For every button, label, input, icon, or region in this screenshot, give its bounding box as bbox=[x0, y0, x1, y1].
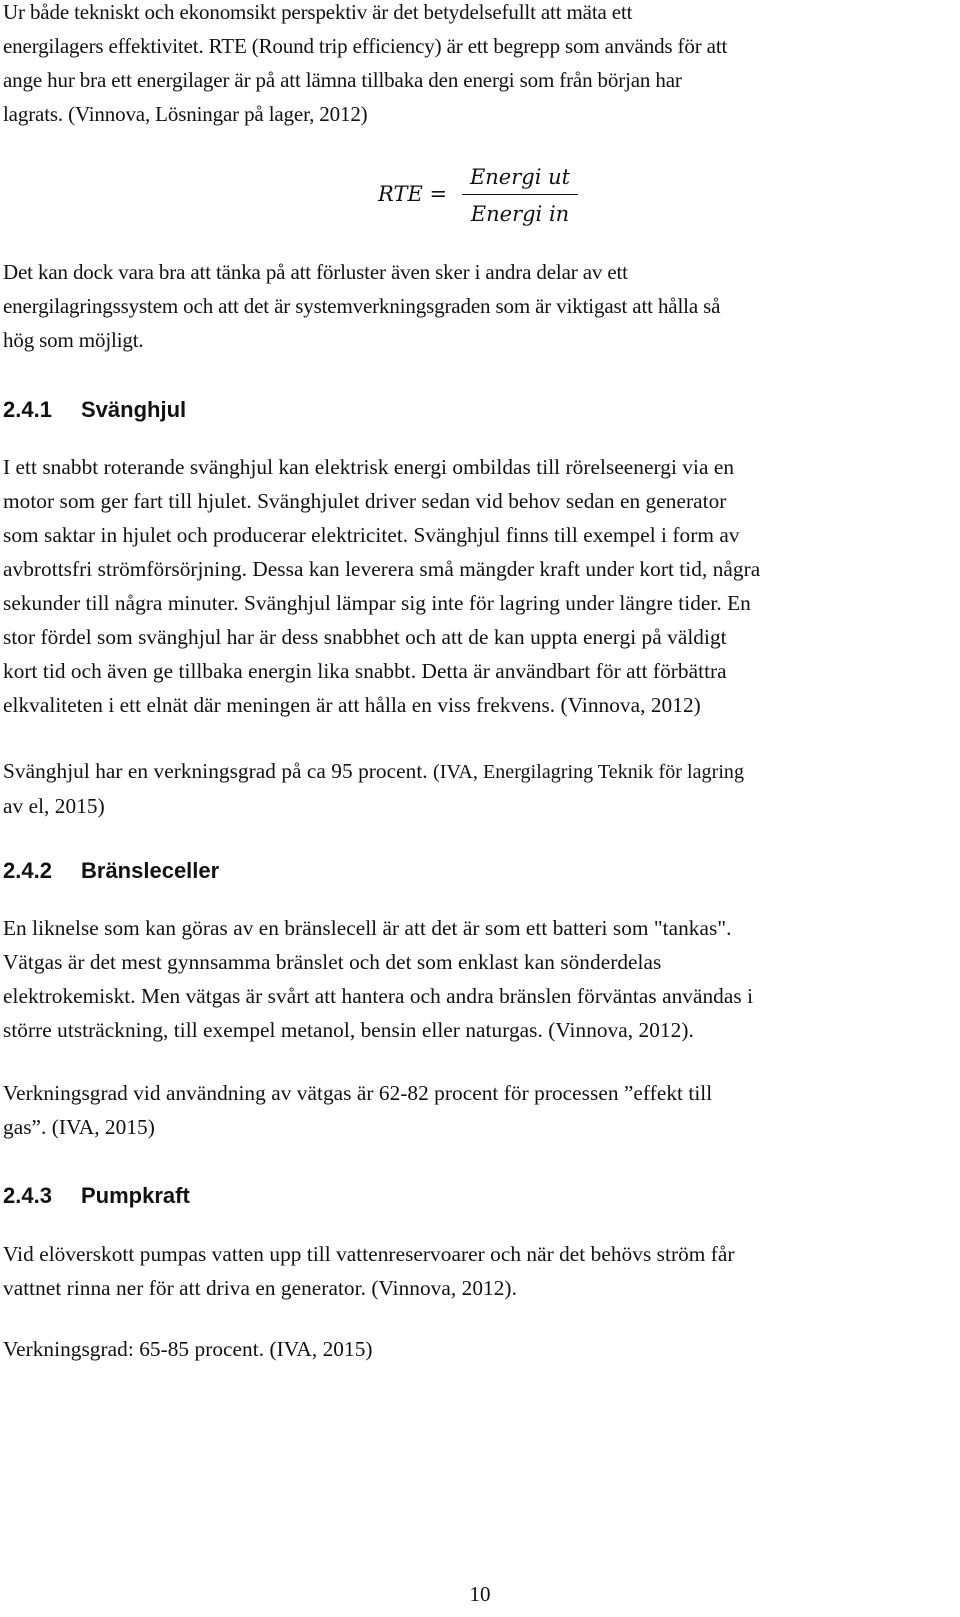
text-line: kort tid och även ge tillbaka energin lika snabbt. Detta är användbart för att förbättra bbox=[3, 659, 727, 683]
formula-numerator: Energi ut bbox=[469, 165, 571, 189]
section-title: Bränsleceller bbox=[81, 858, 220, 883]
efficiency-statement: Svänghjul har en verkningsgrad på ca 95 procent. bbox=[3, 759, 434, 783]
text-line: Vätgas är det mest gynnsamma bränslet och det som enklast kan sönderdelas bbox=[3, 950, 662, 974]
flywheel-paragraph bbox=[3, 450, 953, 722]
section-heading-flywheel bbox=[3, 395, 186, 425]
text-line: Verkningsgrad: 65-85 procent. (IVA, 2015) bbox=[3, 1337, 373, 1361]
text-line: vattnet rinna ner för att driva en generator. (Vinnova, 2012). bbox=[3, 1276, 517, 1300]
text-line: Ur både tekniskt och ekonomsikt perspektiv är det betydelsefullt att mäta ett bbox=[3, 0, 633, 24]
text-line: gas”. (IVA, 2015) bbox=[3, 1115, 155, 1139]
fraction-bar bbox=[462, 194, 578, 195]
text-line: energilagers effektivitet. RTE (Round trip efficiency) är ett begrepp som används för att bbox=[3, 34, 728, 58]
text-line: större utsträckning, till exempel metanol, bensin eller naturgas. (Vinnova, 2012). bbox=[3, 1018, 694, 1042]
text-line: Verkningsgrad vid användning av vätgas är 62-82 procent för processen ”effekt till bbox=[3, 1081, 713, 1105]
text-line: elektrokemiskt. Men vätgas är svårt att hantera och andra bränslen förväntas användas i bbox=[3, 984, 754, 1008]
fuelcells-paragraph bbox=[3, 911, 953, 1047]
section-number: 2.4.3 bbox=[3, 1183, 52, 1208]
formula-fraction bbox=[462, 162, 578, 229]
text-line: som saktar in hjulet och producerar elektricitet. Svänghjul finns till exempel i form av bbox=[3, 523, 740, 547]
pumped-paragraph bbox=[3, 1237, 953, 1305]
efficiency-reference: (IVA, Energilagring Teknik för lagring bbox=[433, 761, 745, 783]
section-number: 2.4.2 bbox=[3, 858, 52, 883]
page-number: 10 bbox=[469, 1582, 491, 1606]
text-line: avbrottsfri strömförsörjning. Dessa kan leverera små mängder kraft under kort tid, några bbox=[3, 557, 761, 581]
text-line: Vid elöverskott pumpas vatten upp till vattenreservoarer och när det behövs ström får bbox=[3, 1242, 735, 1266]
text-line: I ett snabbt roterande svänghjul kan elektrisk energi ombildas till rörelseenergi via en bbox=[3, 455, 735, 479]
text-line: energilagringssystem och att det är systemverkningsgraden som är viktigast att hålla så bbox=[3, 294, 721, 318]
formula-lhs: RTE = bbox=[378, 182, 448, 206]
fuelcells-efficiency bbox=[3, 1076, 953, 1144]
text-line: ange hur bra ett energilager är på att lämna tillbaka den energi som från början har bbox=[3, 68, 682, 92]
text-line: hög som möjligt. bbox=[3, 328, 144, 352]
pumped-efficiency bbox=[3, 1332, 953, 1366]
text-line: motor som ger fart till hjulet. Svänghjulet driver sedan vid behov sedan en generator bbox=[3, 489, 727, 513]
section-number: 2.4.1 bbox=[3, 397, 52, 422]
section-title: Svänghjul bbox=[81, 397, 187, 422]
losses-paragraph bbox=[3, 255, 953, 357]
section-heading-pumped bbox=[3, 1181, 190, 1211]
section-title: Pumpkraft bbox=[81, 1183, 190, 1208]
formula-denominator: Energi in bbox=[470, 202, 570, 227]
text-line: En liknelse som kan göras av en bränslecell är att det är som ett batteri som "tankas". bbox=[3, 916, 732, 940]
text-line: sekunder till några minuter. Svänghjul lämpar sig inte för lagring under längre tider. En bbox=[3, 591, 751, 615]
flywheel-efficiency bbox=[3, 754, 953, 823]
text-line: av el, 2015) bbox=[3, 794, 105, 818]
section-heading-fuelcells bbox=[3, 856, 219, 886]
intro-paragraph bbox=[3, 0, 953, 131]
text-line: lagrats. (Vinnova, Lösningar på lager, 2012) bbox=[3, 102, 368, 126]
text-line: Det kan dock vara bra att tänka på att förluster även sker i andra delar av ett bbox=[3, 260, 628, 284]
text-line bbox=[3, 754, 953, 789]
text-line: elkvaliteten i ett elnät där meningen är att hålla en viss frekvens. (Vinnova, 2012) bbox=[3, 693, 701, 717]
text-line: stor fördel som svänghjul har är dess snabbhet och att de kan uppta energi på väldigt bbox=[3, 625, 727, 649]
